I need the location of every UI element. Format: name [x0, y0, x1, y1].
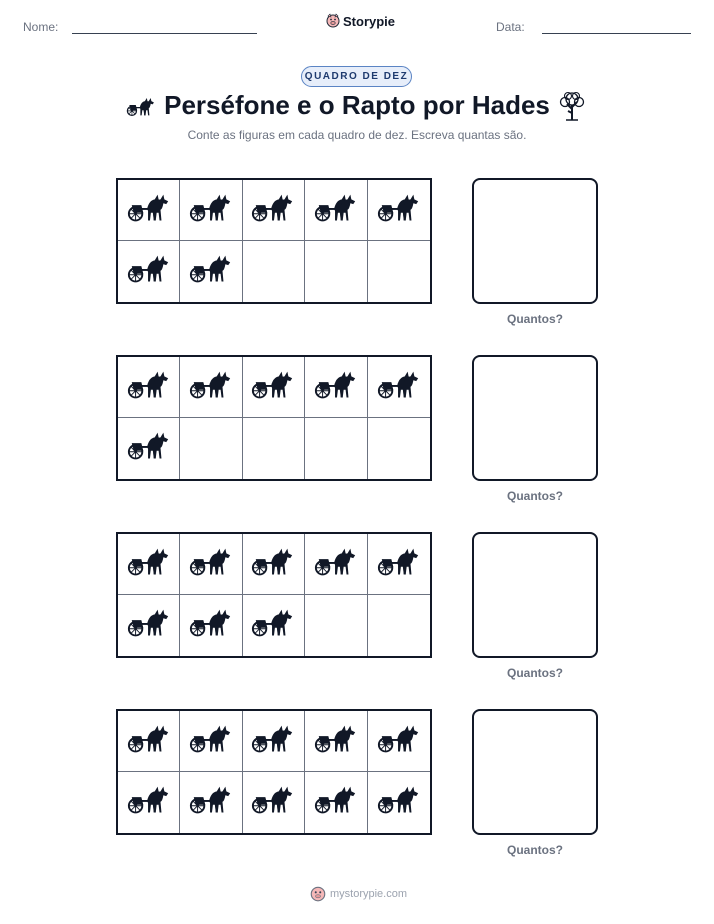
footer — [310, 885, 407, 903]
ten-frame-cell — [180, 241, 242, 302]
ten-frame-cell — [368, 418, 430, 479]
date-label: Data: — [496, 20, 525, 34]
ten-frame-cell — [368, 534, 430, 595]
answer-box-4[interactable] — [472, 709, 598, 835]
ten-frame-cell — [305, 357, 367, 418]
chariot-icon — [250, 606, 296, 645]
pig-mascot-icon — [326, 13, 340, 29]
answer-label-2: Quantos? — [507, 489, 563, 503]
ten-frame-cell — [368, 772, 430, 833]
ten-frame-3 — [116, 532, 432, 658]
ten-frame-cell — [118, 180, 180, 241]
ten-frame-cell — [243, 357, 305, 418]
ten-frame-cell — [243, 534, 305, 595]
chariot-icon — [313, 783, 359, 822]
chariot-icon — [126, 545, 172, 584]
chariot-icon — [376, 722, 422, 761]
ten-frame-cell — [118, 772, 180, 833]
ten-frame-cell — [118, 595, 180, 656]
chariot-icon — [126, 783, 172, 822]
chariot-icon — [250, 191, 296, 230]
chariot-icon — [188, 606, 234, 645]
ten-frame-cell — [305, 772, 367, 833]
chariot-icon — [126, 368, 172, 407]
chariot-icon — [250, 783, 296, 822]
answer-box-3[interactable] — [472, 532, 598, 658]
chariot-icon — [188, 191, 234, 230]
ten-frame-cell — [368, 357, 430, 418]
chariot-icon — [250, 722, 296, 761]
chariot-icon — [313, 545, 359, 584]
ten-frame-cell — [118, 241, 180, 302]
ten-frame-cell — [243, 711, 305, 772]
chariot-icon — [126, 252, 172, 291]
ten-frame-cell — [180, 357, 242, 418]
answer-label-1: Quantos? — [507, 312, 563, 326]
ten-frame-cell — [180, 180, 242, 241]
chariot-icon — [250, 368, 296, 407]
name-label: Nome: — [23, 20, 59, 34]
answer-label-3: Quantos? — [507, 666, 563, 680]
ten-frame-cell — [118, 534, 180, 595]
ten-frame-cell — [368, 180, 430, 241]
chariot-icon — [313, 722, 359, 761]
answer-label-4: Quantos? — [507, 843, 563, 857]
ten-frame-cell — [180, 772, 242, 833]
chariot-icon — [188, 545, 234, 584]
ten-frame-cell — [305, 241, 367, 302]
ten-frame-cell — [243, 772, 305, 833]
chariot-icon — [376, 368, 422, 407]
chariot-icon — [188, 722, 234, 761]
ten-frame-cell — [180, 534, 242, 595]
chariot-icon — [376, 191, 422, 230]
chariot-icon — [188, 252, 234, 291]
worksheet-title: Perséfone e o Rapto por Hades — [164, 90, 550, 120]
ten-frame-cell — [243, 180, 305, 241]
date-line[interactable] — [542, 33, 691, 34]
tree-icon — [558, 91, 586, 126]
ten-frame-cell — [305, 595, 367, 656]
chariot-icon — [376, 545, 422, 584]
chariot-icon — [188, 783, 234, 822]
answer-box-1[interactable] — [472, 178, 598, 304]
ten-frame-cell — [180, 418, 242, 479]
ten-frame-cell — [368, 241, 430, 302]
ten-frame-cell — [118, 418, 180, 479]
ten-frame-cell — [305, 418, 367, 479]
chariot-icon — [313, 368, 359, 407]
name-line[interactable] — [72, 33, 257, 34]
brand-logo — [326, 13, 395, 29]
ten-frame-cell — [305, 180, 367, 241]
chariot-icon — [126, 429, 172, 468]
ten-frame-cell — [243, 418, 305, 479]
chariot-icon — [376, 783, 422, 822]
answer-box-2[interactable] — [472, 355, 598, 481]
ten-frame-cell — [305, 534, 367, 595]
brand-name: Storypie — [343, 13, 396, 29]
ten-frame-cell — [243, 595, 305, 656]
chariot-icon — [250, 545, 296, 584]
ten-frame-cell — [368, 711, 430, 772]
ten-frame-cell — [243, 241, 305, 302]
instructions: Conte as figuras em cada quadro de dez. Escreva quantas são. — [187, 128, 527, 142]
ten-frame-1 — [116, 178, 432, 304]
ten-frame-cell — [180, 711, 242, 772]
ten-frame-2 — [116, 355, 432, 481]
chariot-icon — [126, 191, 172, 230]
chariot-icon — [313, 191, 359, 230]
chariot-icon — [188, 368, 234, 407]
ten-frame-4 — [116, 709, 432, 835]
chariot-icon — [126, 722, 172, 761]
ten-frame-cell — [305, 711, 367, 772]
worksheet-type-badge: QUADRO DE DEZ — [301, 66, 412, 87]
pig-mascot-icon — [310, 885, 326, 903]
ten-frame-cell — [180, 595, 242, 656]
footer-url: mystorypie.com — [330, 888, 408, 900]
ten-frame-cell — [118, 711, 180, 772]
chariot-icon — [126, 606, 172, 645]
ten-frame-cell — [118, 357, 180, 418]
ten-frame-cell — [368, 595, 430, 656]
